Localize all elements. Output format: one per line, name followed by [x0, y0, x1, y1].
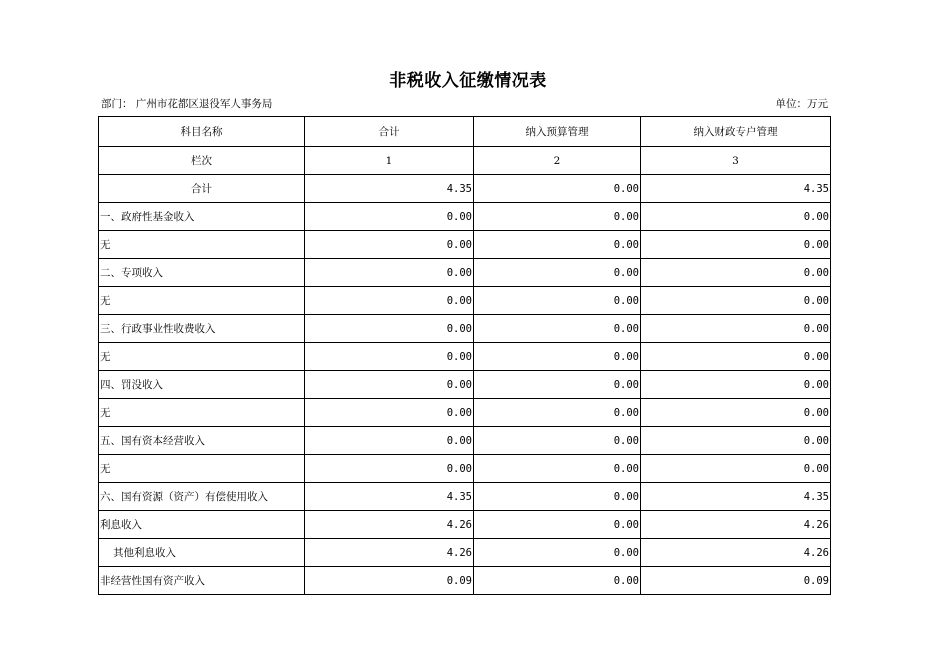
table-row: [99, 343, 831, 371]
row-value-special: 0.00: [641, 371, 831, 399]
table-row: [99, 455, 831, 483]
sequence-number: 1: [305, 147, 474, 175]
row-value-budget: 0.00: [474, 203, 641, 231]
row-value-total: 0.00: [305, 343, 474, 371]
row-value-special: 0.00: [641, 315, 831, 343]
row-subject-name: 非经营性国有资产收入: [99, 567, 305, 595]
row-value-special: 0.09: [641, 567, 831, 595]
unit-label: 单位：万元: [775, 98, 828, 110]
row-subject-name: 无: [99, 343, 305, 371]
table-header-row: [99, 117, 831, 147]
row-value-budget: 0.00: [474, 259, 641, 287]
row-subject-name: 无: [99, 455, 305, 483]
row-value-total: 0.00: [305, 427, 474, 455]
table-row: [99, 203, 831, 231]
row-value-total: 4.35: [305, 483, 474, 511]
row-value-total: 0.00: [305, 231, 474, 259]
row-subject-name: 合计: [99, 175, 305, 203]
table-row: [99, 231, 831, 259]
table-row: [99, 371, 831, 399]
row-value-total: 0.00: [305, 203, 474, 231]
row-subject-name: 二、专项收入: [99, 259, 305, 287]
table-row: [99, 399, 831, 427]
row-subject-name: 无: [99, 231, 305, 259]
row-value-special: 0.00: [641, 231, 831, 259]
row-value-special: 4.26: [641, 511, 831, 539]
row-value-special: 4.26: [641, 539, 831, 567]
row-subject-name: 三、行政事业性收费收入: [99, 315, 305, 343]
row-value-budget: 0.00: [474, 175, 641, 203]
row-subject-name: 其他利息收入: [99, 539, 305, 567]
row-value-budget: 0.00: [474, 483, 641, 511]
row-value-total: 0.00: [305, 371, 474, 399]
report-title: 非税收入征缴情况表: [389, 71, 547, 91]
table-row: [99, 511, 831, 539]
row-value-budget: 0.00: [474, 343, 641, 371]
table-row: [99, 539, 831, 567]
row-value-special: 0.00: [641, 427, 831, 455]
row-value-special: 0.00: [641, 203, 831, 231]
row-value-total: 0.00: [305, 287, 474, 315]
table-row: [99, 175, 831, 203]
row-value-budget: 0.00: [474, 567, 641, 595]
row-value-total: 0.00: [305, 315, 474, 343]
column-header-special-account: 纳入财政专户管理: [641, 117, 831, 147]
sequence-row: [99, 147, 831, 175]
row-value-total: 0.09: [305, 567, 474, 595]
row-subject-name: 一、政府性基金收入: [99, 203, 305, 231]
row-value-budget: 0.00: [474, 371, 641, 399]
row-value-special: 4.35: [641, 483, 831, 511]
row-subject-name: 无: [99, 399, 305, 427]
row-value-budget: 0.00: [474, 287, 641, 315]
row-value-total: 0.00: [305, 455, 474, 483]
row-value-special: 0.00: [641, 287, 831, 315]
department-label: 部门： 广州市花都区退役军人事务局: [101, 98, 273, 110]
row-value-special: 0.00: [641, 343, 831, 371]
row-subject-name: 六、国有资源（资产）有偿使用收入: [99, 483, 305, 511]
row-subject-name: 五、国有资本经营收入: [99, 427, 305, 455]
sequence-label: 栏次: [99, 147, 305, 175]
sequence-number: 2: [474, 147, 641, 175]
row-value-total: 4.26: [305, 511, 474, 539]
table-row: [99, 259, 831, 287]
row-value-special: 0.00: [641, 399, 831, 427]
row-value-total: 4.35: [305, 175, 474, 203]
revenue-table: [98, 116, 831, 595]
table-row: [99, 315, 831, 343]
row-value-budget: 0.00: [474, 539, 641, 567]
row-value-budget: 0.00: [474, 315, 641, 343]
row-value-total: 0.00: [305, 259, 474, 287]
row-value-special: 4.35: [641, 175, 831, 203]
column-header-total: 合计: [305, 117, 474, 147]
row-subject-name: 四、罚没收入: [99, 371, 305, 399]
row-value-special: 0.00: [641, 259, 831, 287]
row-subject-name: 无: [99, 287, 305, 315]
row-value-budget: 0.00: [474, 511, 641, 539]
sequence-number: 3: [641, 147, 831, 175]
row-value-special: 0.00: [641, 455, 831, 483]
row-value-budget: 0.00: [474, 231, 641, 259]
table-row: [99, 427, 831, 455]
row-value-budget: 0.00: [474, 427, 641, 455]
row-value-budget: 0.00: [474, 399, 641, 427]
table-row: [99, 483, 831, 511]
table-row: [99, 567, 831, 595]
row-subject-name: 利息收入: [99, 511, 305, 539]
row-value-total: 0.00: [305, 399, 474, 427]
table-row: [99, 287, 831, 315]
row-value-total: 4.26: [305, 539, 474, 567]
table-body: [99, 175, 831, 595]
column-header-subject: 科目名称: [99, 117, 305, 147]
column-header-budget: 纳入预算管理: [474, 117, 641, 147]
row-value-budget: 0.00: [474, 455, 641, 483]
